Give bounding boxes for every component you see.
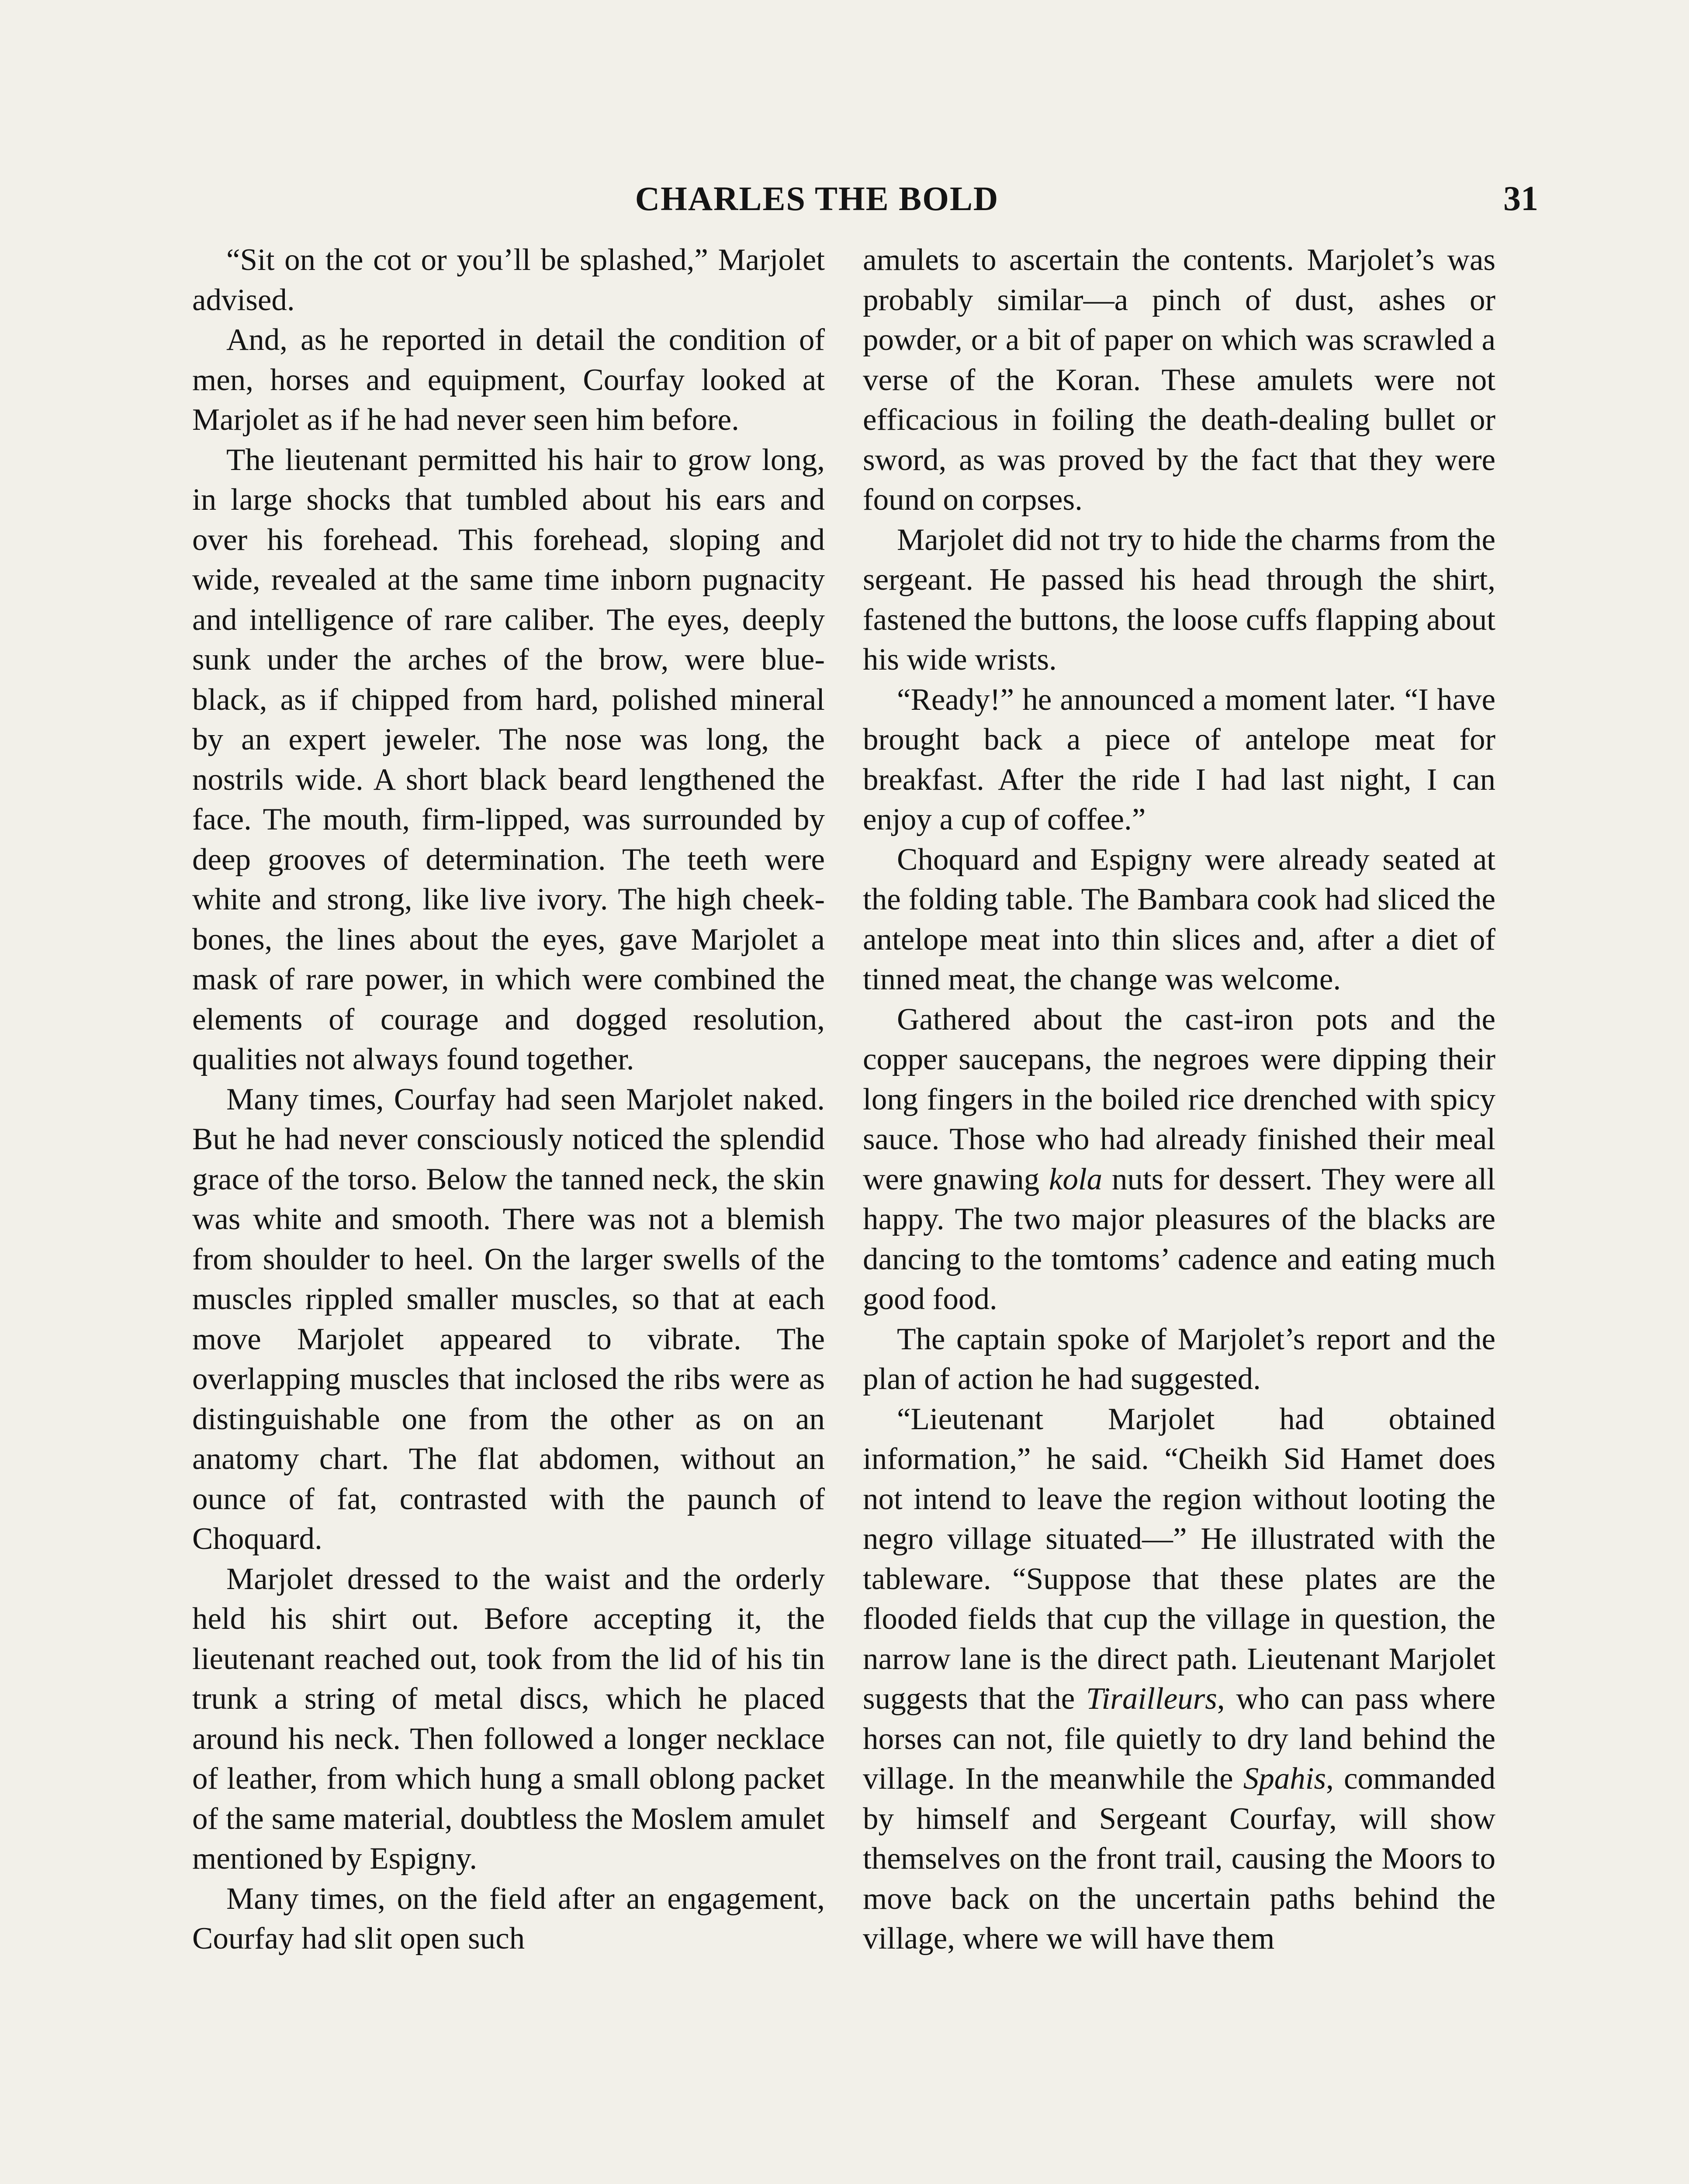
paragraph: Marjolet dressed to the waist and the orderly held his shirt out. Before accepting it, the lieutenant reached out, took from the lid of his tin trunk a string of metal discs, which he placed around his neck. Then followed a longer necklace of leather, from which hung a small oblong packet of the same material, doubtless the Moslem amulet mentioned by Espigny.: [192, 1562, 825, 1876]
italic-term: kola: [1049, 1162, 1103, 1196]
paragraph: The lieutenant permitted his hair to grow long, in large shocks that tumbled about his ears and over his forehead. This forehead, sloping and wide, revealed at the same time inborn pugnacity and intelligence of rare caliber. The eyes, deeply sunk under the arches of the brow, were blue-black, as if chipped from hard, polished mineral by an expert jeweler. The nose was long, the nostrils wide. A short black beard lengthened the face. The mouth, firm-lipped, was surrounded by deep grooves of determination. The teeth were white and strong, like live ivory. The high cheek-bones, the lines about the eyes, gave Marjolet a mask of rare power, in which were combined the elements of courage and dogged resolution, qualities not always found together.: [192, 442, 825, 1076]
paragraph: Marjolet did not try to hide the charms from the sergeant. He passed his head through the shirt, fastened the buttons, the loose cuffs flapping about his wide wrists.: [863, 522, 1495, 677]
page-header: [0, 173, 1689, 225]
paragraph-continuation: amulets to ascertain the contents. Marjolet’s was probably similar—a pinch of dust, ashes or powder, or a bit of paper on which was scrawled a verse of the Koran. These amulets were not efficacious in foiling the death-dealing bullet or sword, as was proved by the fact that they were found on corpses.: [863, 243, 1495, 517]
paragraph: “Sit on the cot or you’ll be splashed,” Marjolet advised.: [192, 243, 825, 317]
text-run: , who can pass where horses can not, file quietly to dry land behind the village. In the meanwhile the: [863, 1682, 1495, 1796]
paragraph: “Ready!” he announced a moment later. “I have brought back a piece of antelope meat for breakfast. After the ride I had last night, I can enjoy a cup of coffee.”: [863, 682, 1495, 836]
italic-term: Spahis: [1243, 1762, 1326, 1796]
paragraph: Many times, on the field after an engagement, Courfay had slit open such: [192, 1881, 825, 1956]
running-title: CHARLES THE BOLD: [635, 180, 999, 218]
paragraph: The captain spoke of Marjolet’s report and the plan of action he had suggested.: [863, 1322, 1495, 1396]
page-number: 31: [1503, 180, 1538, 218]
paragraph: [863, 1000, 1495, 1320]
paragraph: Many times, Courfay had seen Marjolet naked. But he had never consciously noticed the splendid grace of the torso. Below the tanned neck, the skin was white and smooth. There was not a blemish from shoulder to heel. On the larger swells of the muscles rippled smaller muscles, so that at each move Marjolet appeared to vibrate. The overlapping muscles that inclosed the ribs were as distinguishable one from the other as on an anatomy chart. The flat abdomen, without an ounce of fat, contrasted with the paunch of Choquard.: [192, 1082, 825, 1556]
paragraph: And, as he reported in detail the condition of men, horses and equipment, Courfay looked at Marjolet as if he had never seen him before.: [192, 323, 825, 437]
text-run: “Lieutenant Marjolet had obtained information,” he said. “Cheikh Sid Hamet does not intend to leave the region without looting the negro village situated—” He illustrated with the tableware. “Suppose that these plates are the flooded fields that cup the village in question, the narrow lane is the direct path. Lieutenant Marjolet suggests that the: [863, 1402, 1495, 1716]
italic-term: Tirailleurs: [1086, 1682, 1217, 1716]
paragraph: [863, 1400, 1495, 1959]
text-run: nuts for dessert. They were all happy. The two major pleasures of the blacks are dancing to the tomtoms’ cadence and eating much good food.: [863, 1162, 1495, 1316]
right-column: [863, 240, 1495, 1959]
text-run: Gathered about the cast-iron pots and the copper saucepans, the negroes were dipping their long fingers in the boiled rice drenched with spicy sauce. Those who had already finished their meal were gnawing: [863, 1002, 1495, 1196]
text-run: , commanded by himself and Sergeant Courfay, will show themselves on the front trail, causing the Moors to move back on the uncertain paths behind the village, where we will have them: [863, 1762, 1495, 1956]
paragraph: Choquard and Espigny were already seated at the folding table. The Bambara cook had sliced the antelope meat into thin slices and, after a diet of tinned meat, the change was welcome.: [863, 842, 1495, 996]
left-column: [192, 240, 825, 1959]
